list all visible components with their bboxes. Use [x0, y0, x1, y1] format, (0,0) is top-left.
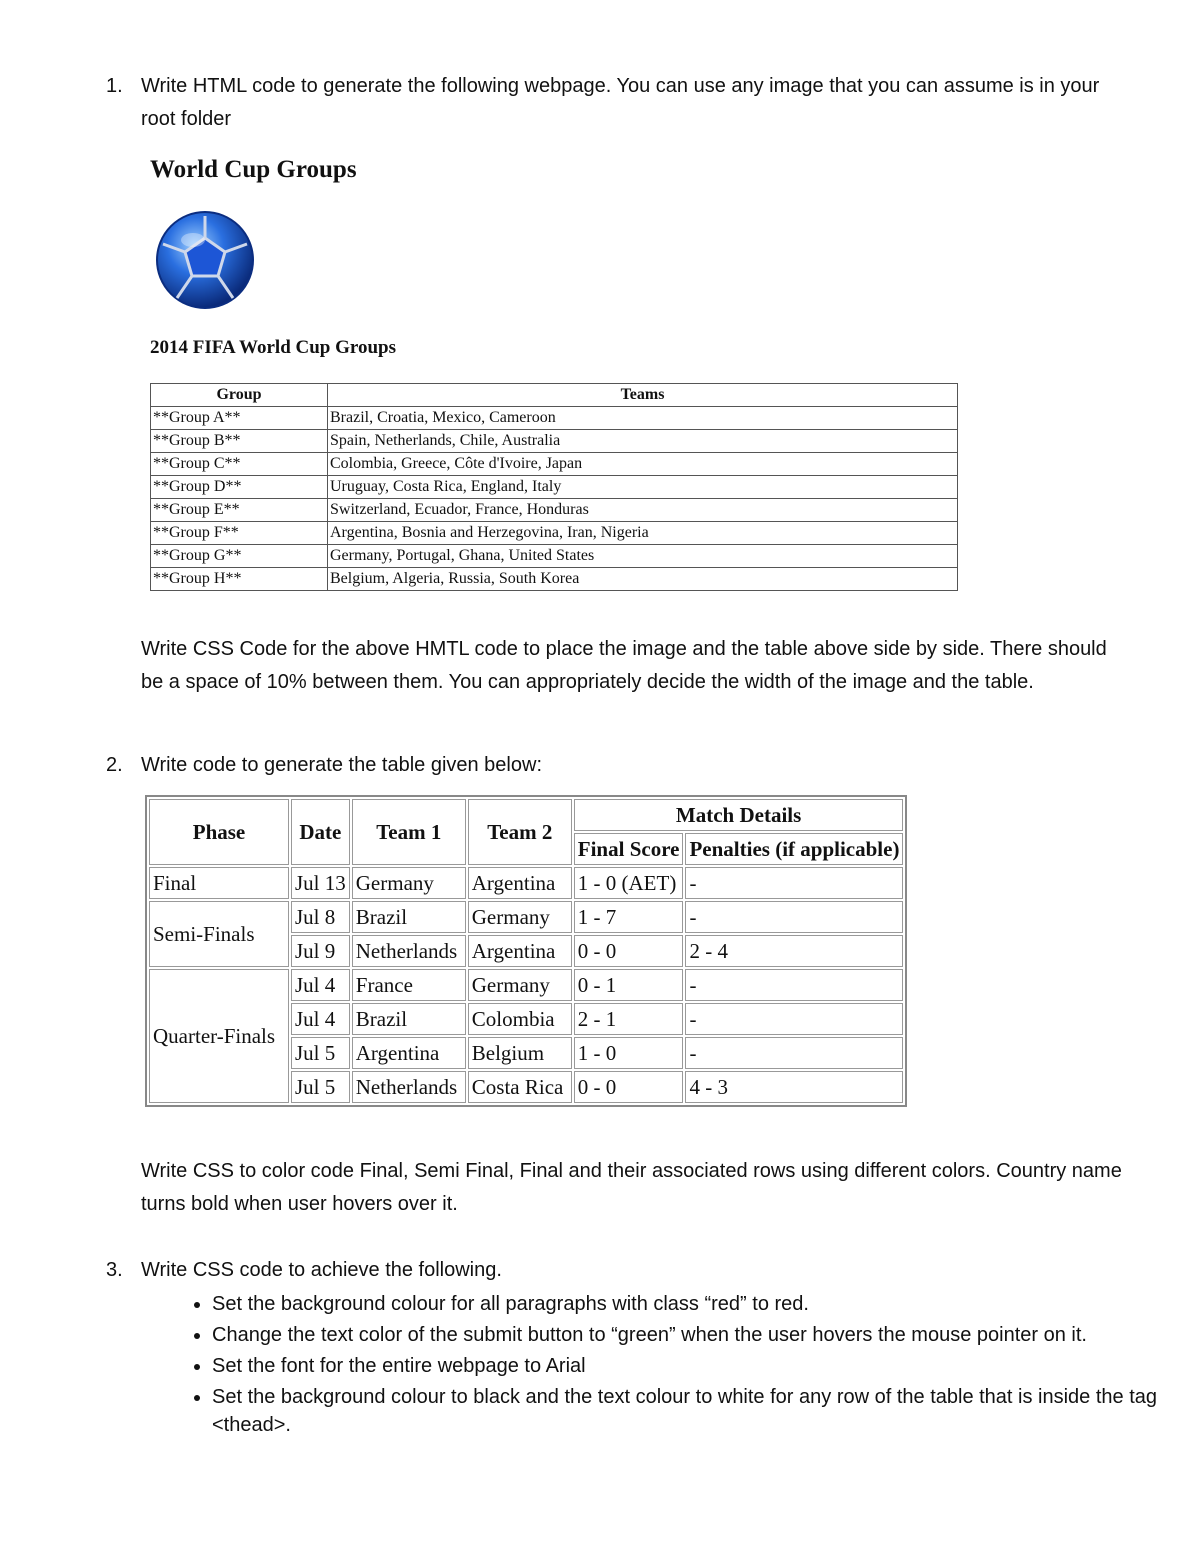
question-number: 2.: [106, 754, 123, 776]
date-cell: Jul 13: [291, 867, 350, 899]
header-team1: Team 1: [352, 799, 466, 865]
list-item: • Change the text color of the submit button to “green” when the user hovers the mouse pointer on it.: [212, 1321, 1172, 1349]
team2-cell: Germany: [468, 969, 572, 1001]
team1-cell: Netherlands: [352, 1071, 466, 1103]
penalties-cell: -: [685, 969, 903, 1001]
question-text: Write CSS code to achieve the following.: [141, 1259, 502, 1281]
teams-cell: Belgium, Algeria, Russia, South Korea: [328, 568, 958, 591]
teams-cell: Brazil, Croatia, Mexico, Cameroon: [328, 407, 958, 430]
score-cell: 0 - 0: [574, 1071, 684, 1103]
header-phase: Phase: [149, 799, 289, 865]
group-cell: **Group H**: [151, 568, 328, 591]
group-cell: **Group F**: [151, 522, 328, 545]
date-cell: Jul 5: [291, 1037, 350, 1069]
table-row: [149, 901, 903, 933]
soccer-ball-icon: [155, 210, 255, 310]
penalties-cell: -: [685, 1003, 903, 1035]
figure-world-cup-groups: [150, 150, 960, 587]
team2-cell: Belgium: [468, 1037, 572, 1069]
question-text: Write HTML code to generate the following webpage. You can use any image that you can assume is in your root folder: [141, 75, 1100, 130]
score-cell: 0 - 0: [574, 935, 684, 967]
table-row: [151, 522, 958, 545]
q1-followup-text: Write CSS Code for the above HMTL code to place the image and the table above side by side. There should be a space of 10% between them. You can appropriately decide the width of the image and the table.: [141, 638, 1107, 693]
team2-cell: Argentina: [468, 935, 572, 967]
penalties-cell: -: [685, 867, 903, 899]
date-cell: Jul 9: [291, 935, 350, 967]
phase-cell: Semi-Finals: [149, 901, 289, 967]
question-number: 1.: [106, 75, 123, 97]
team1-cell: France: [352, 969, 466, 1001]
question-text: Write code to generate the table given below:: [141, 754, 542, 776]
team1-cell: Brazil: [352, 1003, 466, 1035]
group-cell: **Group D**: [151, 476, 328, 499]
list-item: • Set the font for the entire webpage to Arial: [212, 1352, 1172, 1380]
date-cell: Jul 5: [291, 1071, 350, 1103]
figure-subheading: 2014 FIFA World Cup Groups: [150, 337, 397, 358]
table-row: [151, 499, 958, 522]
date-cell: Jul 4: [291, 969, 350, 1001]
score-cell: 2 - 1: [574, 1003, 684, 1035]
table-row: [151, 430, 958, 453]
groups-table: [150, 383, 958, 591]
date-cell: Jul 8: [291, 901, 350, 933]
score-cell: 1 - 7: [574, 901, 684, 933]
phase-cell: Final: [149, 867, 289, 899]
team2-cell: Argentina: [468, 867, 572, 899]
date-cell: Jul 4: [291, 1003, 350, 1035]
table-row: [151, 407, 958, 430]
table-row: [151, 453, 958, 476]
group-cell: **Group G**: [151, 545, 328, 568]
table-row: [151, 568, 958, 591]
table-row: [151, 545, 958, 568]
teams-cell: Uruguay, Costa Rica, England, Italy: [328, 476, 958, 499]
group-cell: **Group C**: [151, 453, 328, 476]
penalties-cell: 4 - 3: [685, 1071, 903, 1103]
list-item: • Set the background colour for all paragraphs with class “red” to red.: [212, 1290, 1172, 1318]
matches-table: [145, 795, 907, 1107]
phase-cell: Quarter-Finals: [149, 969, 289, 1103]
table-row: [149, 867, 903, 899]
teams-cell: Argentina, Bosnia and Herzegovina, Iran, Nigeria: [328, 522, 958, 545]
team1-cell: Netherlands: [352, 935, 466, 967]
question-number: 3.: [106, 1259, 123, 1281]
score-cell: 0 - 1: [574, 969, 684, 1001]
teams-cell: Colombia, Greece, Côte d'Ivoire, Japan: [328, 453, 958, 476]
groups-header-group: Group: [151, 384, 328, 407]
penalties-cell: -: [685, 1037, 903, 1069]
team2-cell: Germany: [468, 901, 572, 933]
group-cell: **Group B**: [151, 430, 328, 453]
table-row: [151, 476, 958, 499]
group-cell: **Group E**: [151, 499, 328, 522]
figure-heading: World Cup Groups: [150, 156, 357, 183]
team1-cell: Germany: [352, 867, 466, 899]
header-team2: Team 2: [468, 799, 572, 865]
penalties-cell: 2 - 4: [685, 935, 903, 967]
q3-bullet-list: [176, 1290, 1172, 1442]
table-row: [149, 969, 903, 1001]
team1-cell: Argentina: [352, 1037, 466, 1069]
header-final-score: Final Score: [574, 833, 684, 865]
header-match-details: Match Details: [574, 799, 904, 831]
group-cell: **Group A**: [151, 407, 328, 430]
list-item: • Set the background colour to black and the text colour to white for any row of the table that is inside the tag <thead>.: [212, 1383, 1172, 1439]
teams-cell: Switzerland, Ecuador, France, Honduras: [328, 499, 958, 522]
team2-cell: Costa Rica: [468, 1071, 572, 1103]
team2-cell: Colombia: [468, 1003, 572, 1035]
score-cell: 1 - 0 (AET): [574, 867, 684, 899]
header-penalties: Penalties (if applicable): [685, 833, 903, 865]
score-cell: 1 - 0: [574, 1037, 684, 1069]
team1-cell: Brazil: [352, 901, 466, 933]
teams-cell: Germany, Portugal, Ghana, United States: [328, 545, 958, 568]
penalties-cell: -: [685, 901, 903, 933]
groups-header-teams: Teams: [328, 384, 958, 407]
header-date: Date: [291, 799, 350, 865]
teams-cell: Spain, Netherlands, Chile, Australia: [328, 430, 958, 453]
q2-followup-text: Write CSS to color code Final, Semi Final, Final and their associated rows using different colors. Country name turns bold when user hovers over it.: [141, 1160, 1122, 1215]
